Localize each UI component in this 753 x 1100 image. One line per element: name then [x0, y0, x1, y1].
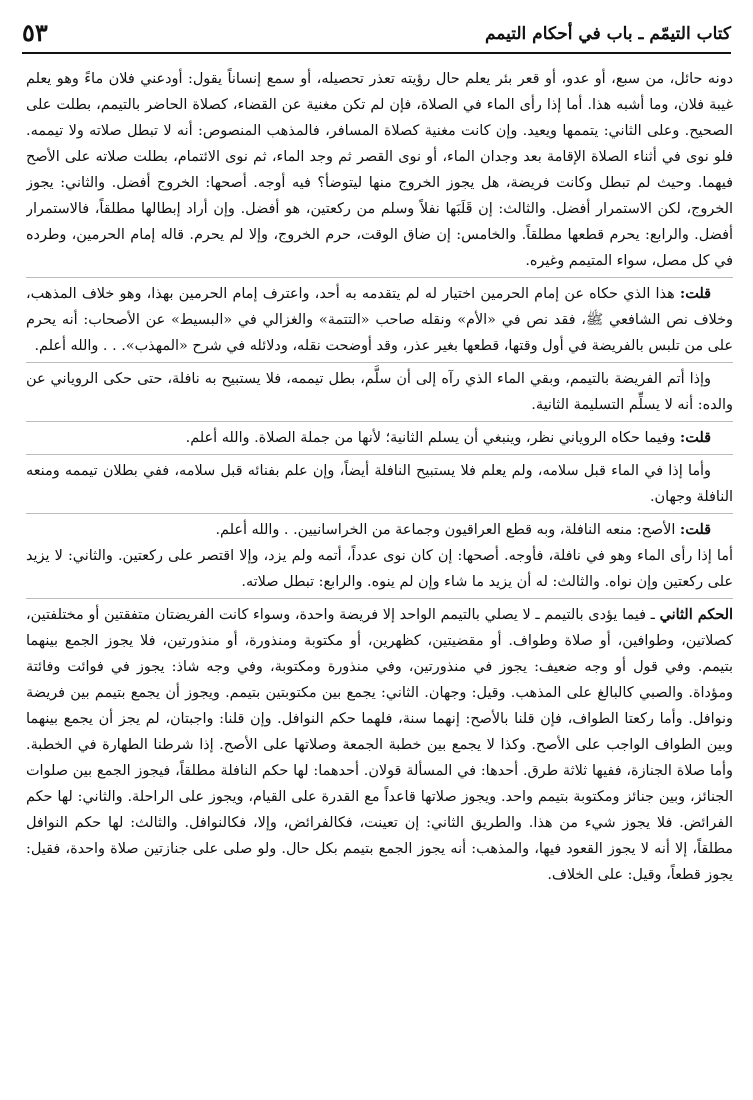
- paragraph-divider: [26, 454, 733, 455]
- paragraph-lead: قلت:: [679, 285, 711, 302]
- paragraph-text: دونه حائل، من سبع، أو عدو، أو قعر بئر يعلم حال رؤيته تعذر تحصيله، أو سمع إنساناً يقول: أودعني فلان ماءً وهو يعلم غيبة فلان، وما أشبه هذا. أما إذا رأى الماء في الصلاة، فإن لم تكن مغنية عن القضاء، كصلاة الحاضر بالتيمم، بطلت على الصحيح. وعلى الثاني: يتممها ويعيد. وإن كانت مغنية كصلاة المسافر، فالمذهب المنصوص: أنه لا تبطل صلاته ولا تيممه. فلو نوى في أثناء الصلاة الإقامة بعد وجدان الماء، أو نوى القصر ثم وجد الماء، ثم نوى الائتمام، بطلت صلاته على الأصح فيهما. وحيث لم تبطل وكانت فريضة، هل يجوز الخروج منها ليتوضأ؟ فيه أوجه. أصحها: الخروج أفضل. والثاني: يجوز الخروج، لكن الاستمرار أفضل. والثالث: إن قَلَبَها نفلاً وسلم من ركعتين، هو أفضل. وإن أراد إبطالها مطلقاً، فالاستمرار أفضل. والرابع: يحرم قطعها مطلقاً. والخامس: إن ضاق الوقت، حرم الخروج، وإلا لم يحرم. قاله إمام الحرمين، وطرده في كل مصل، سواء المتيمم وغيره.: [26, 71, 733, 269]
- paragraph-divider: [26, 362, 733, 363]
- paragraph-text: وإذا أتم الفريضة بالتيمم، وبقي الماء الذي رآه إلى أن سلَّم، بطل تيممه، فلا يستبيح به نافلة، حتى حكى الروياني عن والده: أنه لا يسلِّم التسليمة الثانية.: [26, 371, 733, 413]
- paragraph-text: وأما إذا في الماء قبل سلامه، ولم يعلم فلا يستبيح النافلة أيضاً، وإن علم بفنائه قبل سلامه، ففي بطلان تيممه ومنعه النافلة وجهان.: [26, 463, 733, 505]
- paragraph-divider: [26, 598, 733, 599]
- paragraph: [26, 425, 733, 451]
- paragraph: [26, 458, 733, 510]
- paragraph-lead: قلت:: [679, 521, 711, 538]
- paragraph-text: الأصح: منعه النافلة، وبه قطع العراقيون وجماعة من الخراسانيين. . والله أعلم.: [215, 522, 680, 538]
- paragraph: [26, 281, 733, 359]
- page-number: ٥٣: [22, 18, 48, 47]
- paragraph-divider: [26, 421, 733, 422]
- running-title: كتاب التيمّم ـ باب في أحكام التيمم: [484, 24, 731, 44]
- paragraph-text: وفيما حكاه الروياني نظر، وينبغي أن يسلم الثانية؛ لأنها من جملة الصلاة. والله أعلم.: [185, 430, 680, 446]
- paragraph: [26, 543, 733, 595]
- paragraph-lead: الحكم الثاني: [659, 606, 733, 623]
- paragraph-divider: [26, 277, 733, 278]
- page-header: [22, 18, 731, 54]
- paragraph-text: أما إذا رأى الماء وهو في نافلة، فأوجه. أصحها: إن كان نوى عدداً، أتمه ولم يزد، وإلا اقتصر على ركعتين. والثاني: لا يزيد على ركعتين وإن نواه. والثالث: له أن يزيد ما شاء وإن لم ينوه. والرابع: تبطل صلاته.: [26, 548, 733, 590]
- paragraph: [26, 602, 733, 888]
- paragraph-text: ـ فيما يؤدى بالتيمم ـ لا يصلي بالتيمم الواحد إلا فريضة واحدة، وسواء كانت الفريضتان متفقتين أو مختلفتين، كصلاتين، وطوافين، أو صلاة وطواف. أو مقضيتين، كظهرين، أو مكتوبة ومنذورة، أو منذورتين، فلا يجوز الجمع بينهما بتيمم. وفي قول أو وجه ضعيف: يجوز في منذورتين، وفي منذورة ومكتوبة، وفي وجه شاذ: يجوز في فوائت وفائتة ومؤداة. والصبي كالبالغ على المذهب. وقيل: وجهان. الثاني: يجمع بين مكتوبتين بتيمم. ويجوز أن يجمع بتيمم بين فريضة ونوافل. وأما ركعتا الطواف، فإن قلنا بالأصح: إنهما سنة، فلهما حكم النوافل. وإن قلنا: واجبتان، لم يجز أن يجمع بينهما وبين الطواف الواجب على الأصح. وكذا لا يجمع بين خطبة الجمعة وصلاتها على الأصح. إذا شرطنا الطهارة في الخطبة. وأما صلاة الجنازة، ففيها ثلاثة طرق. أحدها: في المسألة قولان. أحدهما: لها حكم النافلة مطلقاً، فيجوز الجمع بين صلوات الجنائز، وبين جنائز ومكتوبة بتيمم واحد. ويجوز صلاتها قاعداً مع القدرة على القيام، ويجوز على الراحلة. والثاني: لها حكم الفرائض. فلا يجوز شيء من هذا. والطريق الثاني: إن تعينت، فكالفرائض، وإلا، فكالنوافل. والثالث: لها حكم النوافل مطلقاً، إلا أنه لا يجوز القعود فيها، والمذهب: أنه يجوز الجمع بتيمم بكل حال. ولو صلى على جنازتين صلاة واحدة، فقيل: يجوز قطعاً، وقيل: على الخلاف.: [26, 607, 733, 883]
- paragraph-lead: قلت:: [679, 429, 711, 446]
- page-body: [26, 66, 733, 1088]
- paragraph: [26, 517, 733, 543]
- paragraph-divider: [26, 513, 733, 514]
- paragraph-text: هذا الذي حكاه عن إمام الحرمين اختيار له لم يتقدمه به أحد، واعترف إمام الحرمين بهذا، وهو خلاف المذهب، وخلاف نص الشافعي ﷺ، فقد نص في «الأم» ونقله صاحب «التتمة» والغزالي في «البسيط» عن الأصحاب: أنه يحرم على من تلبس بالفريضة في أول وقتها، قطعها بغير عذر، وقد أوضحت نقله، ودلائله في شرح «المهذب». . . والله أعلم.: [26, 286, 733, 354]
- paragraph: [26, 366, 733, 418]
- paragraph: [26, 66, 733, 274]
